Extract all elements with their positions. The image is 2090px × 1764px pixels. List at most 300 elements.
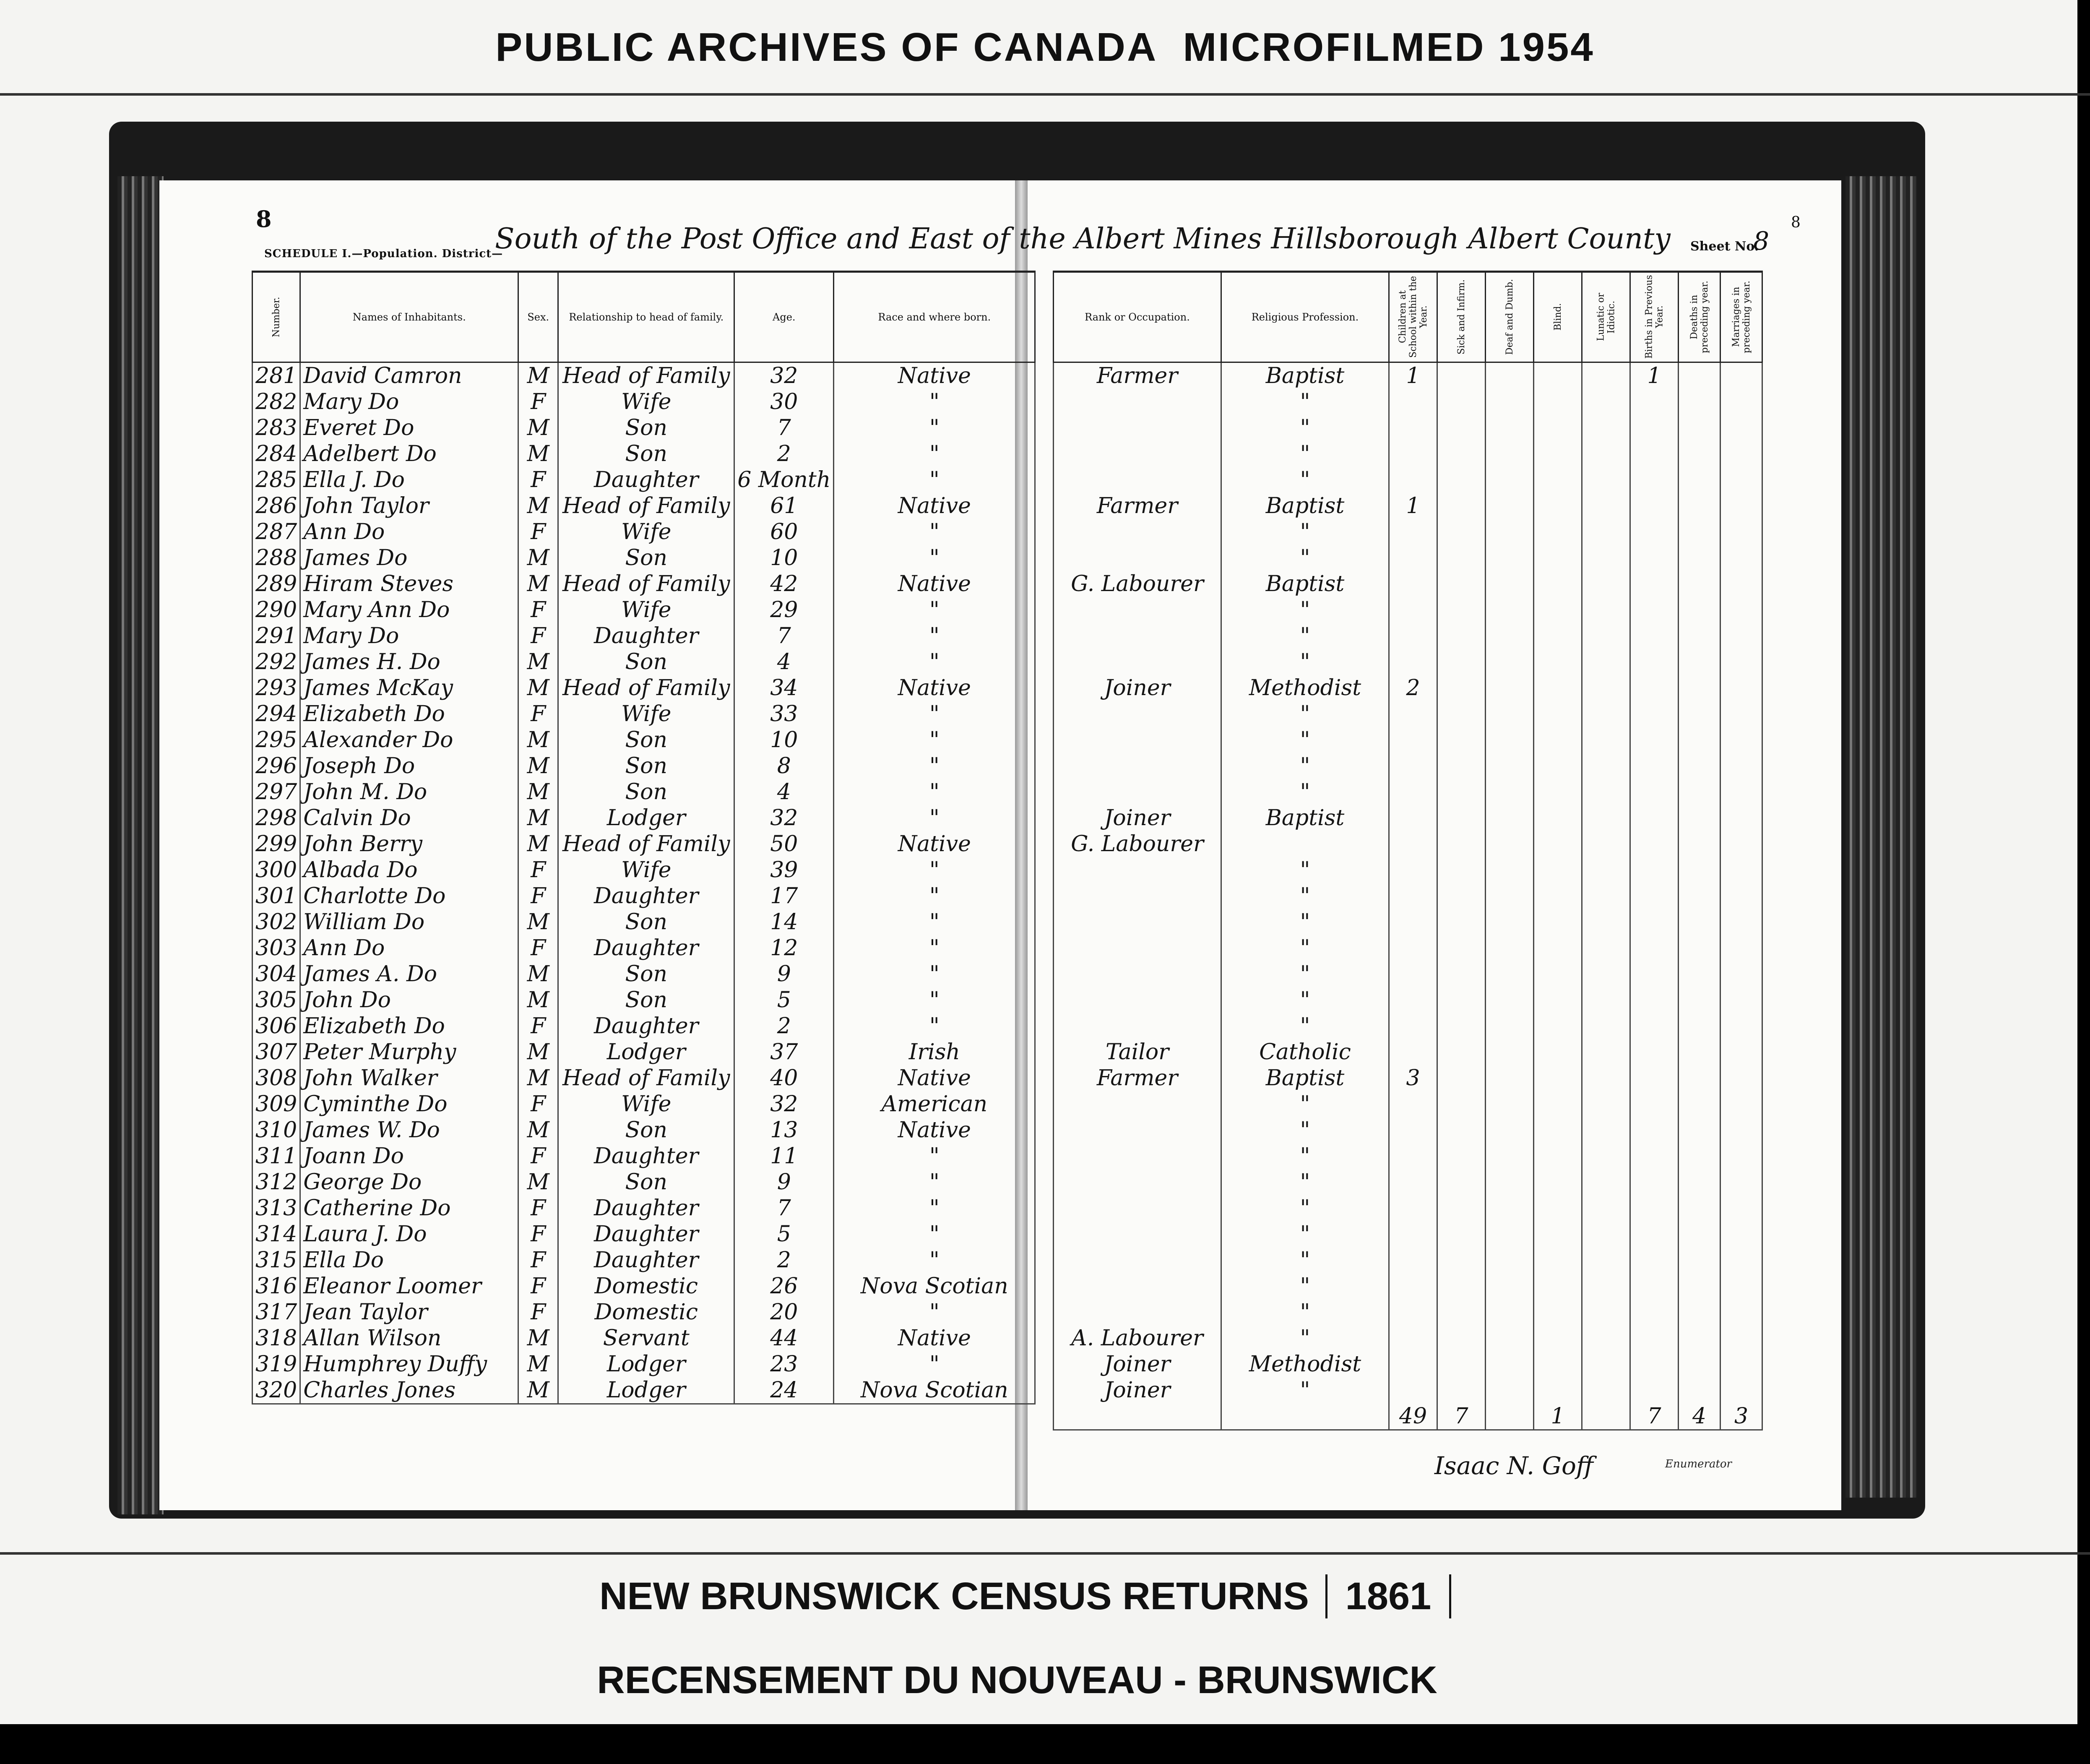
deaf-cell xyxy=(1486,649,1534,675)
table-row xyxy=(252,1195,1035,1221)
inhabitant-name: Ann Do xyxy=(300,519,518,545)
table-row xyxy=(1054,857,1762,883)
table-row xyxy=(1054,1247,1762,1273)
births-cell xyxy=(1630,935,1679,961)
table-row xyxy=(1054,753,1762,779)
sex-cell: F xyxy=(518,1247,558,1273)
relationship-cell: Son xyxy=(558,779,734,805)
inhabitant-name: Allan Wilson xyxy=(300,1325,518,1351)
relationship-cell: Servant xyxy=(558,1325,734,1351)
sex-cell: M xyxy=(518,1351,558,1377)
table-row xyxy=(252,493,1035,519)
sex-cell: F xyxy=(518,1299,558,1325)
occupation-cell xyxy=(1054,701,1221,727)
table-row xyxy=(1054,493,1762,519)
row-number: 297 xyxy=(252,779,300,805)
births-cell xyxy=(1630,1195,1679,1221)
relationship-cell: Domestic xyxy=(558,1273,734,1299)
age-cell: 32 xyxy=(734,362,834,389)
inhabitant-name: Alexander Do xyxy=(300,727,518,753)
sick-cell xyxy=(1437,362,1486,389)
lunatic-cell xyxy=(1582,545,1630,571)
table-row xyxy=(252,1169,1035,1195)
deaf-cell xyxy=(1486,909,1534,935)
age-cell: 34 xyxy=(734,675,834,701)
total-lunatic xyxy=(1582,1403,1630,1430)
marriages-cell xyxy=(1720,1351,1762,1377)
births-cell xyxy=(1630,519,1679,545)
sex-cell: F xyxy=(518,1273,558,1299)
table-row xyxy=(1054,675,1762,701)
births-cell xyxy=(1630,987,1679,1013)
birthplace-cell: " xyxy=(834,623,1035,649)
deaths-cell xyxy=(1679,597,1720,623)
sex-cell: M xyxy=(518,987,558,1013)
col-deaf: Deaf and Dumb. xyxy=(1486,272,1534,362)
sick-cell xyxy=(1437,1325,1486,1351)
sick-cell xyxy=(1437,571,1486,597)
births-cell xyxy=(1630,1117,1679,1143)
age-cell: 32 xyxy=(734,1091,834,1117)
lunatic-cell xyxy=(1582,1273,1630,1299)
deaf-cell xyxy=(1486,493,1534,519)
blind-cell xyxy=(1534,1195,1582,1221)
row-number: 315 xyxy=(252,1247,300,1273)
deaths-cell xyxy=(1679,1325,1720,1351)
col-relationship: Relationship to head of family. xyxy=(558,272,734,362)
sex-cell: F xyxy=(518,1221,558,1247)
table-row xyxy=(1054,1351,1762,1377)
deaf-cell xyxy=(1486,883,1534,909)
row-number: 299 xyxy=(252,831,300,857)
occupation-cell: Joiner xyxy=(1054,675,1221,701)
inhabitant-name: John Do xyxy=(300,987,518,1013)
enumerator-label: Enumerator xyxy=(1665,1458,1732,1470)
deaths-cell xyxy=(1679,649,1720,675)
age-cell: 23 xyxy=(734,1351,834,1377)
school-cell xyxy=(1389,1143,1437,1169)
table-row xyxy=(1054,1013,1762,1039)
births-cell xyxy=(1630,1169,1679,1195)
religion-cell: " xyxy=(1221,415,1389,441)
birthplace-cell: Irish xyxy=(834,1039,1035,1065)
deaf-cell xyxy=(1486,623,1534,649)
lunatic-cell xyxy=(1582,519,1630,545)
table-row xyxy=(252,1325,1035,1351)
occupation-cell: Tailor xyxy=(1054,1039,1221,1065)
sex-cell: F xyxy=(518,1143,558,1169)
school-cell xyxy=(1389,597,1437,623)
occupation-cell: G. Labourer xyxy=(1054,831,1221,857)
age-cell: 11 xyxy=(734,1143,834,1169)
school-cell xyxy=(1389,1299,1437,1325)
sex-cell: F xyxy=(518,935,558,961)
religion-cell: " xyxy=(1221,1273,1389,1299)
birthplace-cell: " xyxy=(834,441,1035,467)
inhabitant-name: Charles Jones xyxy=(300,1377,518,1404)
col-marriages: Marriages in preceding year. xyxy=(1720,272,1762,362)
birthplace-cell: " xyxy=(834,805,1035,831)
lunatic-cell xyxy=(1582,857,1630,883)
age-cell: 33 xyxy=(734,701,834,727)
religion-cell: " xyxy=(1221,389,1389,415)
age-cell: 12 xyxy=(734,935,834,961)
school-cell: 1 xyxy=(1389,493,1437,519)
birthplace-cell: " xyxy=(834,467,1035,493)
age-cell: 7 xyxy=(734,415,834,441)
school-cell xyxy=(1389,1351,1437,1377)
table-row xyxy=(1054,649,1762,675)
religion-cell: " xyxy=(1221,1377,1389,1403)
table-row xyxy=(252,467,1035,493)
deaths-cell xyxy=(1679,779,1720,805)
deaths-cell xyxy=(1679,1169,1720,1195)
deaths-cell xyxy=(1679,909,1720,935)
relationship-cell: Son xyxy=(558,441,734,467)
school-cell xyxy=(1389,779,1437,805)
blind-cell xyxy=(1534,727,1582,753)
table-row xyxy=(1054,545,1762,571)
occupation-cell: Joiner xyxy=(1054,1377,1221,1403)
school-cell xyxy=(1389,1273,1437,1299)
religion-cell: " xyxy=(1221,1325,1389,1351)
school-cell xyxy=(1389,389,1437,415)
religion-cell: Catholic xyxy=(1221,1039,1389,1065)
deaths-cell xyxy=(1679,1143,1720,1169)
sick-cell xyxy=(1437,1039,1486,1065)
blind-cell xyxy=(1534,1169,1582,1195)
inhabitant-name: Cyminthe Do xyxy=(300,1091,518,1117)
sex-cell: M xyxy=(518,441,558,467)
births-cell xyxy=(1630,389,1679,415)
lunatic-cell xyxy=(1582,493,1630,519)
sex-cell: M xyxy=(518,649,558,675)
row-number: 285 xyxy=(252,467,300,493)
sick-cell xyxy=(1437,649,1486,675)
table-row xyxy=(252,1143,1035,1169)
row-number: 314 xyxy=(252,1221,300,1247)
table-row xyxy=(1054,519,1762,545)
religion-cell: " xyxy=(1221,1013,1389,1039)
table-row xyxy=(252,909,1035,935)
deaths-cell xyxy=(1679,701,1720,727)
inhabitant-name: John Berry xyxy=(300,831,518,857)
birthplace-cell: " xyxy=(834,909,1035,935)
birthplace-cell: " xyxy=(834,1221,1035,1247)
religion-cell: " xyxy=(1221,961,1389,987)
births-cell xyxy=(1630,779,1679,805)
marriages-cell xyxy=(1720,519,1762,545)
age-cell: 14 xyxy=(734,909,834,935)
school-cell xyxy=(1389,935,1437,961)
occupation-cell xyxy=(1054,545,1221,571)
lunatic-cell xyxy=(1582,987,1630,1013)
marriages-cell xyxy=(1720,1065,1762,1091)
row-number: 307 xyxy=(252,1039,300,1065)
age-cell: 2 xyxy=(734,1013,834,1039)
religion-cell: Baptist xyxy=(1221,805,1389,831)
relationship-cell: Son xyxy=(558,909,734,935)
marriages-cell xyxy=(1720,987,1762,1013)
sex-cell: M xyxy=(518,675,558,701)
row-number: 301 xyxy=(252,883,300,909)
total-blank xyxy=(1221,1403,1389,1430)
sex-cell: F xyxy=(518,1091,558,1117)
occupation-cell: G. Labourer xyxy=(1054,571,1221,597)
relationship-cell: Son xyxy=(558,961,734,987)
deaths-cell xyxy=(1679,519,1720,545)
school-cell xyxy=(1389,1169,1437,1195)
blind-cell xyxy=(1534,389,1582,415)
marriages-cell xyxy=(1720,571,1762,597)
religion-cell: " xyxy=(1221,753,1389,779)
sick-cell xyxy=(1437,1221,1486,1247)
table-row xyxy=(252,831,1035,857)
sick-cell xyxy=(1437,389,1486,415)
table-row xyxy=(252,1065,1035,1091)
births-cell xyxy=(1630,1273,1679,1299)
relationship-cell: Son xyxy=(558,649,734,675)
table-row xyxy=(252,1117,1035,1143)
sick-cell xyxy=(1437,1299,1486,1325)
relationship-cell: Son xyxy=(558,415,734,441)
sheet-number: 8 xyxy=(1753,227,1770,256)
occupation-cell xyxy=(1054,415,1221,441)
relationship-cell: Head of Family xyxy=(558,571,734,597)
inhabitant-name: John Walker xyxy=(300,1065,518,1091)
age-cell: 8 xyxy=(734,753,834,779)
school-cell xyxy=(1389,1325,1437,1351)
totals-row xyxy=(1054,1403,1762,1430)
col-sick: Sick and Infirm. xyxy=(1437,272,1486,362)
row-number: 298 xyxy=(252,805,300,831)
table-row xyxy=(1054,441,1762,467)
births-cell xyxy=(1630,623,1679,649)
births-cell xyxy=(1630,961,1679,987)
occupation-cell xyxy=(1054,779,1221,805)
table-row xyxy=(252,649,1035,675)
blind-cell xyxy=(1534,1143,1582,1169)
microfilm-date: MICROFILMED 1954 xyxy=(1183,24,1595,70)
deaf-cell xyxy=(1486,389,1534,415)
relationship-cell: Head of Family xyxy=(558,675,734,701)
marriages-cell xyxy=(1720,467,1762,493)
lunatic-cell xyxy=(1582,467,1630,493)
blind-cell xyxy=(1534,883,1582,909)
deaths-cell xyxy=(1679,623,1720,649)
relationship-cell: Lodger xyxy=(558,805,734,831)
inhabitant-name: Joann Do xyxy=(300,1143,518,1169)
table-row xyxy=(1054,1091,1762,1117)
deaths-cell xyxy=(1679,675,1720,701)
marriages-cell xyxy=(1720,1377,1762,1403)
row-number: 304 xyxy=(252,961,300,987)
sick-cell xyxy=(1437,1195,1486,1221)
marriages-cell xyxy=(1720,1117,1762,1143)
blind-cell xyxy=(1534,1247,1582,1273)
deaths-cell xyxy=(1679,1065,1720,1091)
archive-banner xyxy=(0,0,2090,94)
relationship-cell: Head of Family xyxy=(558,493,734,519)
district-name: South of the Post Office and East of the Albert Mines Hillsborough Albert County xyxy=(495,222,1671,255)
deaf-cell xyxy=(1486,467,1534,493)
religion-cell: Baptist xyxy=(1221,1065,1389,1091)
school-cell xyxy=(1389,571,1437,597)
birthplace-cell: " xyxy=(834,597,1035,623)
table-row xyxy=(1054,1299,1762,1325)
deaf-cell xyxy=(1486,1221,1534,1247)
col-religion: Religious Profession. xyxy=(1221,272,1389,362)
deaf-cell xyxy=(1486,1273,1534,1299)
school-cell xyxy=(1389,1221,1437,1247)
sheet-label: Sheet No. xyxy=(1690,239,1759,254)
religion-cell: " xyxy=(1221,727,1389,753)
sick-cell xyxy=(1437,415,1486,441)
relationship-cell: Daughter xyxy=(558,467,734,493)
table-row xyxy=(252,362,1035,389)
row-number: 317 xyxy=(252,1299,300,1325)
lunatic-cell xyxy=(1582,961,1630,987)
age-cell: 13 xyxy=(734,1117,834,1143)
religion-cell: " xyxy=(1221,1195,1389,1221)
occupation-cell xyxy=(1054,623,1221,649)
blind-cell xyxy=(1534,1299,1582,1325)
birthplace-cell: " xyxy=(834,519,1035,545)
table-row xyxy=(1054,1065,1762,1091)
row-number: 306 xyxy=(252,1013,300,1039)
table-row xyxy=(1054,701,1762,727)
lunatic-cell xyxy=(1582,649,1630,675)
deaths-cell xyxy=(1679,1247,1720,1273)
birthplace-cell: " xyxy=(834,545,1035,571)
film-edge-bottom xyxy=(0,1724,2090,1764)
sex-cell: F xyxy=(518,597,558,623)
col-sex: Sex. xyxy=(518,272,558,362)
table-row xyxy=(1054,1221,1762,1247)
col-deaths: Deaths in preceding year. xyxy=(1679,272,1720,362)
birthplace-cell: " xyxy=(834,727,1035,753)
col-blind: Blind. xyxy=(1534,272,1582,362)
blind-cell xyxy=(1534,1117,1582,1143)
lunatic-cell xyxy=(1582,1117,1630,1143)
religion-cell: " xyxy=(1221,779,1389,805)
occupation-cell xyxy=(1054,389,1221,415)
births-cell xyxy=(1630,1065,1679,1091)
lunatic-cell xyxy=(1582,805,1630,831)
row-number: 312 xyxy=(252,1169,300,1195)
sick-cell xyxy=(1437,597,1486,623)
table-row xyxy=(252,701,1035,727)
deaf-cell xyxy=(1486,1299,1534,1325)
religion-cell: " xyxy=(1221,909,1389,935)
row-number: 300 xyxy=(252,857,300,883)
birthplace-cell: " xyxy=(834,1143,1035,1169)
collection-title-box xyxy=(583,1567,1451,1626)
age-cell: 42 xyxy=(734,571,834,597)
lunatic-cell xyxy=(1582,883,1630,909)
age-cell: 9 xyxy=(734,961,834,987)
lunatic-cell xyxy=(1582,415,1630,441)
religion-cell: Baptist xyxy=(1221,362,1389,389)
sick-cell xyxy=(1437,857,1486,883)
lunatic-cell xyxy=(1582,1221,1630,1247)
blind-cell xyxy=(1534,1221,1582,1247)
sex-cell: F xyxy=(518,389,558,415)
school-cell xyxy=(1389,649,1437,675)
inhabitant-name: John Taylor xyxy=(300,493,518,519)
table-row xyxy=(252,727,1035,753)
occupation-cell xyxy=(1054,1221,1221,1247)
deaths-cell xyxy=(1679,987,1720,1013)
relationship-cell: Daughter xyxy=(558,1195,734,1221)
age-cell: 9 xyxy=(734,1169,834,1195)
sick-cell xyxy=(1437,935,1486,961)
age-cell: 44 xyxy=(734,1325,834,1351)
table-row xyxy=(252,987,1035,1013)
relationship-cell: Lodger xyxy=(558,1039,734,1065)
table-row xyxy=(1054,389,1762,415)
religion-cell: " xyxy=(1221,649,1389,675)
deaf-cell xyxy=(1486,1143,1534,1169)
deaf-cell xyxy=(1486,1247,1534,1273)
school-cell xyxy=(1389,883,1437,909)
deaths-cell xyxy=(1679,831,1720,857)
inhabitant-name: Laura J. Do xyxy=(300,1221,518,1247)
births-cell xyxy=(1630,883,1679,909)
relationship-cell: Son xyxy=(558,1169,734,1195)
deaf-cell xyxy=(1486,571,1534,597)
inhabitant-name: Ella J. Do xyxy=(300,467,518,493)
marriages-cell xyxy=(1720,597,1762,623)
age-cell: 20 xyxy=(734,1299,834,1325)
sex-cell: F xyxy=(518,519,558,545)
blind-cell xyxy=(1534,545,1582,571)
col-number: Number. xyxy=(252,272,300,362)
relationship-cell: Wife xyxy=(558,701,734,727)
row-number: 282 xyxy=(252,389,300,415)
marriages-cell xyxy=(1720,623,1762,649)
inhabitant-name: Peter Murphy xyxy=(300,1039,518,1065)
lunatic-cell xyxy=(1582,623,1630,649)
religion-cell: " xyxy=(1221,1169,1389,1195)
occupation-cell: Farmer xyxy=(1054,1065,1221,1091)
lunatic-cell xyxy=(1582,1377,1630,1403)
census-table-right xyxy=(1053,271,1763,1430)
lunatic-cell xyxy=(1582,597,1630,623)
occupation-cell xyxy=(1054,961,1221,987)
religion-cell: " xyxy=(1221,883,1389,909)
birthplace-cell: Native xyxy=(834,362,1035,389)
births-cell xyxy=(1630,1325,1679,1351)
sex-cell: M xyxy=(518,415,558,441)
religion-cell: " xyxy=(1221,441,1389,467)
table-row xyxy=(1054,1377,1762,1403)
sick-cell xyxy=(1437,883,1486,909)
table-row xyxy=(252,1351,1035,1377)
blind-cell xyxy=(1534,571,1582,597)
sick-cell xyxy=(1437,753,1486,779)
age-cell: 29 xyxy=(734,597,834,623)
table-row xyxy=(1054,415,1762,441)
table-row xyxy=(252,1247,1035,1273)
deaf-cell xyxy=(1486,1351,1534,1377)
school-cell: 1 xyxy=(1389,362,1437,389)
religion-cell: Baptist xyxy=(1221,493,1389,519)
birthplace-cell: " xyxy=(834,857,1035,883)
birthplace-cell: " xyxy=(834,1169,1035,1195)
relationship-cell: Son xyxy=(558,987,734,1013)
birthplace-cell: " xyxy=(834,1013,1035,1039)
